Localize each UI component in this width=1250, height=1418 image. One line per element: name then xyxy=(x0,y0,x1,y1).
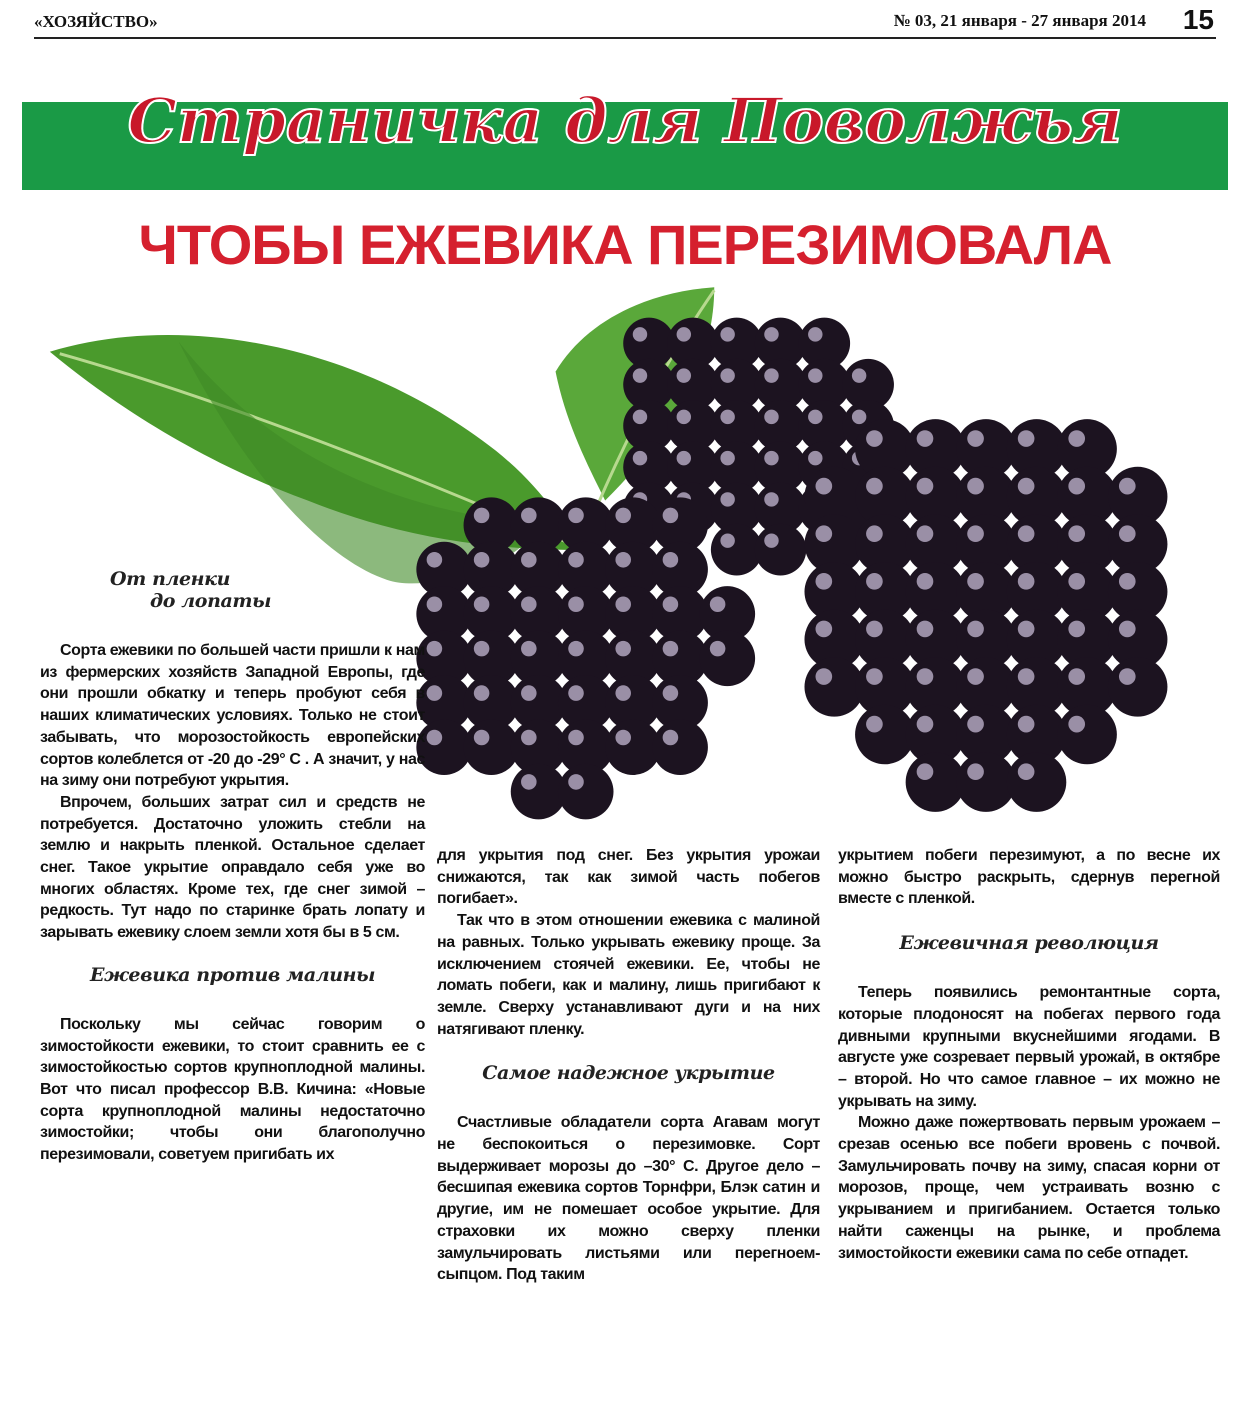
drupelet-highlight xyxy=(1068,430,1085,447)
drupelet xyxy=(755,524,807,576)
drupelet-highlight xyxy=(710,596,726,612)
drupelet-highlight xyxy=(1018,430,1035,447)
drupelet-highlight xyxy=(764,451,778,465)
drupelet-highlight xyxy=(427,641,443,657)
drupelet-highlight xyxy=(720,451,734,465)
drupelet-highlight xyxy=(967,478,984,495)
drupelet-highlight xyxy=(521,730,537,746)
paragraph: Так что в этом отношении ежевика с малиной на равных. Только укрывать ежевику проще. За исключением стоячей ежевики. Ее, чтобы не ломать побеги, как и малину, лишь пригибают к земле. Сверху устанавливают дуги и на них натягивают пленку. xyxy=(437,912,820,1038)
drupelet-highlight xyxy=(866,573,883,590)
drupelet-highlight xyxy=(967,525,984,542)
drupelet-highlight xyxy=(866,668,883,685)
drupelet-highlight xyxy=(568,596,584,612)
rubric-title: Страничка для Поволжья xyxy=(127,84,1123,157)
paragraph: Счастливые обладатели сорта Агавам могут не беспокоиться о перезимовке. Сорт выдерживает морозы до –30° С. Другое дело – бесшипая ежевика сортов Торнфри, Блэк сатин и другие, им не помешает особое укрытие. Для страховки их можно сверху пленки замульчировать листьями или перегноем-сыпцом. Под таким xyxy=(437,1114,820,1284)
drupelet xyxy=(1007,752,1066,812)
drupelet-highlight xyxy=(1018,525,1035,542)
drupelet-highlight xyxy=(967,430,984,447)
drupelet-highlight xyxy=(764,327,778,341)
drupelet-highlight xyxy=(474,552,490,568)
subheading-1b: до лопаты xyxy=(150,590,272,612)
drupelet-highlight xyxy=(663,596,679,612)
drupelet-highlight xyxy=(866,525,883,542)
drupelet-highlight xyxy=(1068,573,1085,590)
drupelet-highlight xyxy=(615,508,631,524)
drupelet-highlight xyxy=(1018,763,1035,780)
drupelet-highlight xyxy=(663,685,679,701)
issue-info: № 03, 21 января - 27 января 2014 xyxy=(893,11,1146,30)
drupelet-highlight xyxy=(917,716,934,733)
drupelet-highlight xyxy=(474,508,490,524)
drupelet-highlight xyxy=(1119,668,1136,685)
drupelet-highlight xyxy=(663,508,679,524)
drupelet-highlight xyxy=(808,410,822,424)
drupelet-highlight xyxy=(917,478,934,495)
drupelet-highlight xyxy=(633,368,647,382)
drupelet-highlight xyxy=(815,573,832,590)
drupelet-highlight xyxy=(1068,716,1085,733)
drupelet-highlight xyxy=(967,621,984,638)
headline: ЧТОБЫ ЕЖЕВИКА ПЕРЕЗИМОВАЛА xyxy=(138,213,1112,276)
drupelet-highlight xyxy=(474,685,490,701)
drupelet-highlight xyxy=(917,430,934,447)
drupelet-highlight xyxy=(917,525,934,542)
column-2 xyxy=(437,845,820,1286)
drupelet-highlight xyxy=(1068,525,1085,542)
drupelet-highlight xyxy=(808,327,822,341)
drupelet-highlight xyxy=(1068,668,1085,685)
page-number: 15 xyxy=(1182,4,1214,35)
drupelet-highlight xyxy=(1018,621,1035,638)
drupelet-highlight xyxy=(521,774,537,790)
drupelet-highlight xyxy=(852,368,866,382)
drupelet-highlight xyxy=(917,763,934,780)
subheading-3: Самое надежное укрытие xyxy=(482,1062,775,1085)
drupelet-highlight xyxy=(917,621,934,638)
drupelet-highlight xyxy=(866,478,883,495)
drupelet-highlight xyxy=(474,596,490,612)
page-header xyxy=(0,4,1250,38)
drupelet-highlight xyxy=(1018,716,1035,733)
drupelet-highlight xyxy=(967,763,984,780)
drupelet-highlight xyxy=(615,641,631,657)
drupelet-highlight xyxy=(720,533,734,547)
drupelet-highlight xyxy=(967,716,984,733)
drupelet-highlight xyxy=(866,716,883,733)
drupelet-highlight xyxy=(815,525,832,542)
drupelet-highlight xyxy=(815,668,832,685)
drupelet-highlight xyxy=(568,552,584,568)
drupelet xyxy=(652,719,708,775)
drupelet-highlight xyxy=(764,410,778,424)
drupelet-highlight xyxy=(866,430,883,447)
drupelet-highlight xyxy=(568,774,584,790)
subheading-1a: От пленки xyxy=(110,568,231,590)
drupelet-highlight xyxy=(917,668,934,685)
drupelet xyxy=(558,764,614,820)
drupelet-highlight xyxy=(852,410,866,424)
paragraph: Поскольку мы сейчас говорим о зимостойкости ежевики, то стоит сравнить ее с зимостойкостью сортов крупноплодной малины. Вот что писал профессор В.В. Кичина: «Новые сорта крупноплодной малины недостаточно зимостойки; чтобы они благополучно перезимовали, советуем пригибать их xyxy=(40,1015,425,1164)
drupelet-highlight xyxy=(967,573,984,590)
drupelet-highlight xyxy=(663,730,679,746)
drupelet-highlight xyxy=(474,730,490,746)
drupelet xyxy=(700,631,756,687)
drupelet-highlight xyxy=(615,552,631,568)
drupelet-highlight xyxy=(633,410,647,424)
paragraph: для укрытия под снег. Без укрытия урожаи снижаются, так как зимой часть побегов погибает». xyxy=(437,847,820,908)
drupelet-highlight xyxy=(677,327,691,341)
drupelet-highlight xyxy=(764,492,778,506)
paragraph: Впрочем, больших затрат сил и средств не потребуется. Достаточно уложить стебли на землю и накрыть пленкой. Остальное сделает снег. Такое укрытие оправдало себя уже во многих областях. Кроме тех, где снег зимой – редкость. Тут надо по старинке брать лопату и зарывать ежевику слоем земли хотя бы в 5 см. xyxy=(40,793,425,942)
drupelet-highlight xyxy=(720,368,734,382)
drupelet-highlight xyxy=(967,668,984,685)
drupelet-highlight xyxy=(663,552,679,568)
drupelet-highlight xyxy=(1068,478,1085,495)
drupelet-highlight xyxy=(568,730,584,746)
column-1 xyxy=(40,568,425,1166)
drupelet-highlight xyxy=(568,685,584,701)
header-rule xyxy=(34,37,1216,39)
drupelet-highlight xyxy=(427,596,443,612)
drupelet-highlight xyxy=(521,685,537,701)
drupelet xyxy=(1057,705,1117,765)
drupelet-highlight xyxy=(764,533,778,547)
drupelet-highlight xyxy=(633,327,647,341)
drupelet-highlight xyxy=(720,327,734,341)
drupelet-highlight xyxy=(427,685,443,701)
drupelet xyxy=(1108,657,1168,717)
drupelet-highlight xyxy=(764,368,778,382)
paragraph: укрытием побеги перезимуют, а по весне их можно быстро раскрыть, сдернув перегной вместе с пленкой. xyxy=(838,847,1220,908)
drupelet-highlight xyxy=(521,641,537,657)
drupelet-highlight xyxy=(427,730,443,746)
drupelet-highlight xyxy=(815,621,832,638)
drupelet-highlight xyxy=(917,573,934,590)
drupelet-highlight xyxy=(1018,573,1035,590)
drupelet-highlight xyxy=(720,410,734,424)
drupelet-highlight xyxy=(677,451,691,465)
drupelet-highlight xyxy=(427,552,443,568)
drupelet-highlight xyxy=(568,508,584,524)
subheading-4: Ежевичная революция xyxy=(899,932,1159,955)
drupelet-highlight xyxy=(1018,478,1035,495)
drupelet-highlight xyxy=(1119,573,1136,590)
paragraph: Можно даже пожертвовать первым урожаем – срезав осенью все побеги вровень с почвой. Замульчировать почву на зиму, спасая корни от морозов, проще, чем устраивать возню с укрыванием и пригибанием. Остается только найти саженцы на рынке, и проблема зимостойкости ежевики сама по себе отпадет. xyxy=(838,1114,1220,1262)
drupelet-highlight xyxy=(815,478,832,495)
drupelet-highlight xyxy=(866,621,883,638)
paragraph: Теперь появились ремонтантные сорта, которые плодоносят на побегах первого года дивными крупными вкуснейшими ягодами. В августе уже созревает первый урожай, в октябре – второй. Но что самое главное – их можно не укрывать на зиму. xyxy=(838,984,1220,1110)
drupelet-highlight xyxy=(1119,525,1136,542)
publication-name: «ХОЗЯЙСТВО» xyxy=(34,12,158,31)
drupelet-highlight xyxy=(521,552,537,568)
paragraph: Сорта ежевики по большей части пришли к нам из фермерских хозяйств Западной Европы, где они прошли обкатку и теперь пробуют себя в наших климатических условиях. Только не стоит забывать, что морозостойкость европейских сортов колеблется от -20 до -29° С . А значит, у нас на зиму они потребуют укрытия. xyxy=(40,642,425,790)
subheading-2: Ежевика против малины xyxy=(89,963,376,986)
drupelet-highlight xyxy=(808,451,822,465)
drupelet xyxy=(511,764,567,820)
drupelet-highlight xyxy=(474,641,490,657)
drupelet-highlight xyxy=(1068,621,1085,638)
drupelet-highlight xyxy=(1018,668,1035,685)
drupelet-highlight xyxy=(710,641,726,657)
drupelet-highlight xyxy=(677,410,691,424)
drupelet-highlight xyxy=(633,451,647,465)
column-3 xyxy=(838,845,1220,1264)
drupelet-highlight xyxy=(808,368,822,382)
drupelet-highlight xyxy=(615,730,631,746)
drupelet-highlight xyxy=(1119,621,1136,638)
drupelet-highlight xyxy=(720,492,734,506)
drupelet-highlight xyxy=(568,641,584,657)
drupelet-highlight xyxy=(615,596,631,612)
drupelet-highlight xyxy=(615,685,631,701)
drupelet-highlight xyxy=(677,368,691,382)
drupelet-highlight xyxy=(663,641,679,657)
drupelet-highlight xyxy=(521,508,537,524)
drupelet-highlight xyxy=(521,596,537,612)
drupelet-highlight xyxy=(1119,478,1136,495)
